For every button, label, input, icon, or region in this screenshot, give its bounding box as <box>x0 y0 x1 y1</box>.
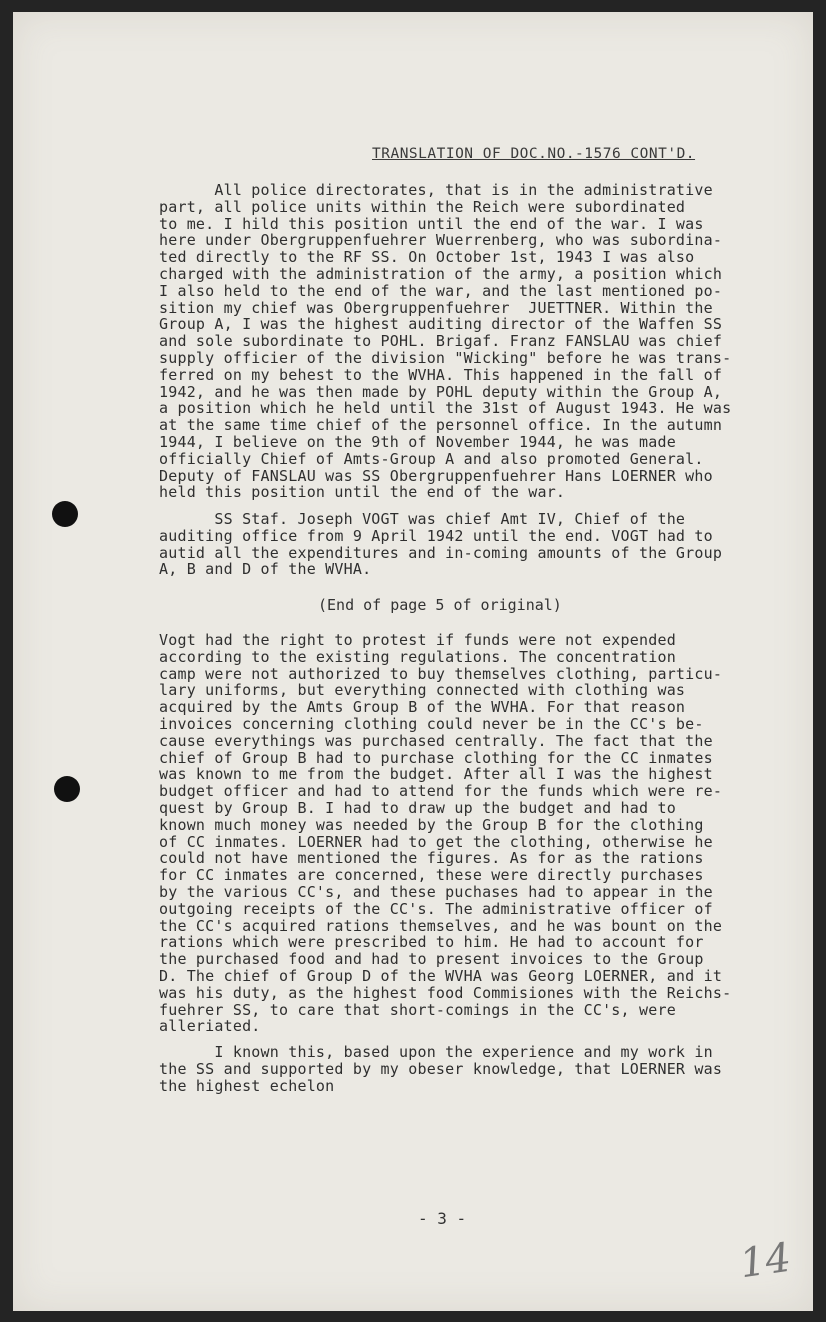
paragraph-clothing-rations: Vogt had the right to protest if funds were not expended according to the existing regulations. The concentration camp were not authorized to buy themselves clothing, particu- lary uniforms, but everything connected with clothing was acquired by the Amts Group B of the WVHA. For that reason invoices concerning clothing could never be in the CC's be- cause everythings was purchased centrally. The fact that the chief of Group B had to purchase clothing for the CC inmates was known to me from the budget. After all I was the highest budget officer and had to attend for the funds which were re- quest by Group B. I had to draw up the budget and had to known much money was needed by the Group B for the clothing of CC inmates. LOERNER had to get the clothing, otherwise he could not have mentioned the figures. As for as the rations for CC inmates are concerned, these were directly purchases by the various CC's, and these puchases had to appear in the outgoing receipts of the CC's. The administrative officer of the CC's acquired rations themselves, and he was bount on the rations which were prescribed to him. He had to account for the purchased food and had to present invoices to the Group D. The chief of Group D of the WVHA was Georg LOERNER, and it was his duty, as the highest food Commisiones with the Reichs- fuehrer SS, to care that short-comings in the CC's, were alleriated. <box>159 631 732 1036</box>
paragraph-closing: I known this, based upon the experience and my work in the SS and supported by my obeser knowledge, that LOERNER was the highest echelon <box>159 1043 723 1095</box>
end-of-original-page-note: (End of page 5 of original) <box>318 596 562 614</box>
punch-hole-bottom <box>54 776 80 802</box>
document-page <box>13 12 813 1311</box>
paragraph-police-directorates: All police directorates, that is in the administrative part, all police units within the Reich were subordinated to me. I hild this position until the end of the war. I was here under Obergruppenfuehrer Wuerrenberg, who was subordina- ted directly to the RF SS. On October 1st, 1943 I was also charged with the administration of the army, a position which I also held to the end of the war, and the last mentioned po- sition my chief was Obergruppenfuehrer JUETTNER. Within the Group A, I was the highest auditing director of the Waffen SS and sole subordinate to POHL. Brigaf. Franz FANSLAU was chief supply officier of the division "Wicking" before he was trans- ferred on my behest to the WVHA. This happened in the fall of 1942, and he was then made by POHL deputy within the Group A, a position which he held until the 31st of August 1943. He was at the same time chief of the personnel office. In the autumn 1944, I believe on the 9th of November 1944, he was made officially Chief of Amts-Group A and also promoted General. Deputy of FANSLAU was SS Obergruppenfuehrer Hans LOERNER who held this position until the end of the war. <box>159 181 732 502</box>
handwritten-folio-number: 14 <box>737 1234 794 1288</box>
paragraph-vogt: SS Staf. Joseph VOGT was chief Amt IV, Chief of the auditing office from 9 April 1942 until the end. VOGT had to autid all the expenditures and in-coming amounts of the Group A, B and D of the WVHA. <box>159 510 723 579</box>
page-number: - 3 - <box>418 1209 467 1228</box>
document-heading: TRANSLATION OF DOC.NO.-1576 CONT'D. <box>372 146 696 162</box>
punch-hole-top <box>52 501 78 527</box>
